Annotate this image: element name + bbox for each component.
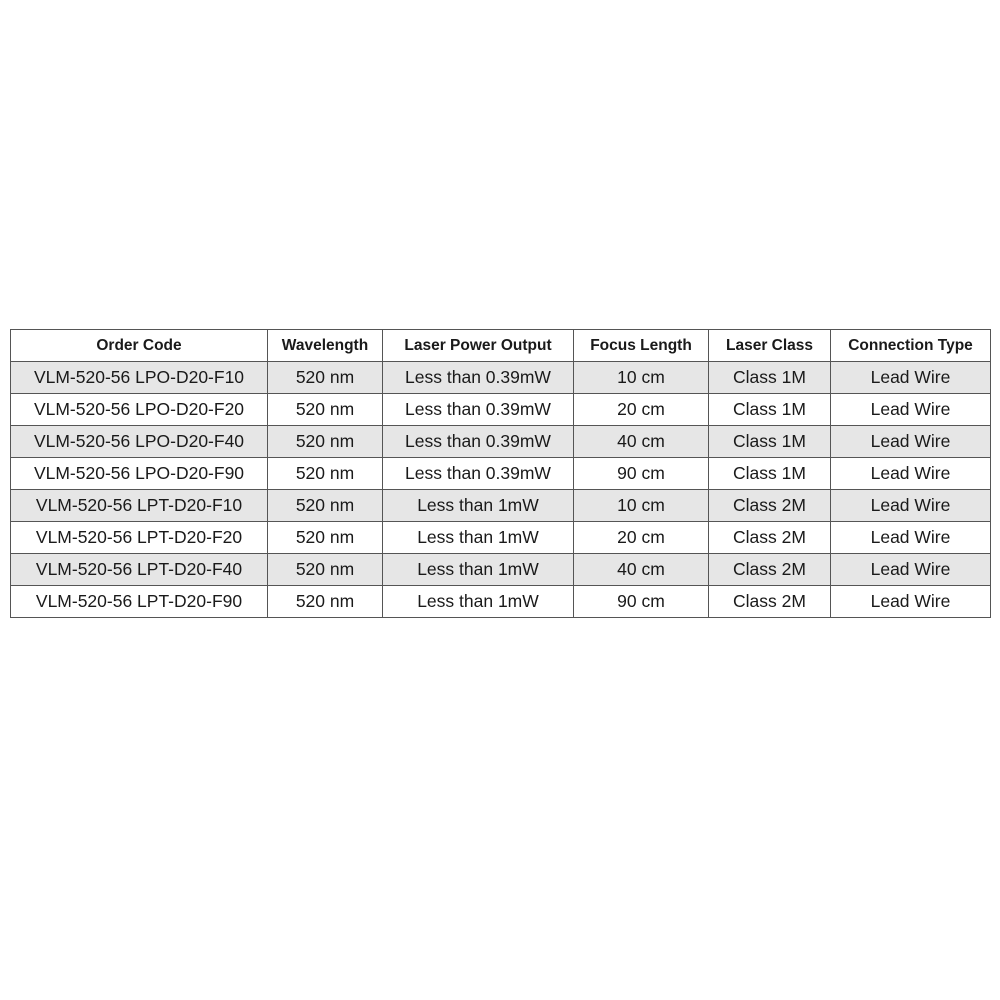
table-body bbox=[11, 362, 991, 618]
cell-laser-power-output: Less than 0.39mW bbox=[383, 426, 574, 458]
cell-focus-length: 40 cm bbox=[574, 554, 709, 586]
cell-connection-type: Lead Wire bbox=[831, 458, 991, 490]
header-order-code: Order Code bbox=[11, 330, 268, 362]
cell-order-code: VLM-520-56 LPT-D20-F90 bbox=[11, 586, 268, 618]
table-row bbox=[11, 490, 991, 522]
cell-wavelength: 520 nm bbox=[268, 554, 383, 586]
table-row bbox=[11, 586, 991, 618]
cell-connection-type: Lead Wire bbox=[831, 522, 991, 554]
cell-laser-class: Class 2M bbox=[709, 522, 831, 554]
table-row bbox=[11, 554, 991, 586]
table-row bbox=[11, 426, 991, 458]
header-connection-type: Connection Type bbox=[831, 330, 991, 362]
cell-laser-class: Class 1M bbox=[709, 394, 831, 426]
header-wavelength: Wavelength bbox=[268, 330, 383, 362]
cell-focus-length: 90 cm bbox=[574, 586, 709, 618]
cell-connection-type: Lead Wire bbox=[831, 362, 991, 394]
cell-wavelength: 520 nm bbox=[268, 458, 383, 490]
cell-order-code: VLM-520-56 LPO-D20-F20 bbox=[11, 394, 268, 426]
cell-laser-class: Class 1M bbox=[709, 362, 831, 394]
cell-laser-class: Class 1M bbox=[709, 458, 831, 490]
cell-focus-length: 20 cm bbox=[574, 394, 709, 426]
cell-laser-power-output: Less than 1mW bbox=[383, 490, 574, 522]
cell-focus-length: 10 cm bbox=[574, 490, 709, 522]
cell-connection-type: Lead Wire bbox=[831, 586, 991, 618]
header-focus-length: Focus Length bbox=[574, 330, 709, 362]
cell-focus-length: 90 cm bbox=[574, 458, 709, 490]
cell-laser-power-output: Less than 0.39mW bbox=[383, 362, 574, 394]
cell-order-code: VLM-520-56 LPO-D20-F90 bbox=[11, 458, 268, 490]
cell-laser-class: Class 1M bbox=[709, 426, 831, 458]
table-header bbox=[11, 330, 991, 362]
cell-order-code: VLM-520-56 LPO-D20-F10 bbox=[11, 362, 268, 394]
cell-laser-class: Class 2M bbox=[709, 490, 831, 522]
cell-wavelength: 520 nm bbox=[268, 586, 383, 618]
header-laser-power-output: Laser Power Output bbox=[383, 330, 574, 362]
cell-wavelength: 520 nm bbox=[268, 362, 383, 394]
table-row bbox=[11, 458, 991, 490]
cell-laser-power-output: Less than 1mW bbox=[383, 554, 574, 586]
cell-focus-length: 40 cm bbox=[574, 426, 709, 458]
table-row bbox=[11, 394, 991, 426]
header-laser-class: Laser Class bbox=[709, 330, 831, 362]
cell-focus-length: 10 cm bbox=[574, 362, 709, 394]
cell-laser-power-output: Less than 0.39mW bbox=[383, 394, 574, 426]
cell-wavelength: 520 nm bbox=[268, 426, 383, 458]
laser-spec-table bbox=[10, 329, 991, 618]
cell-wavelength: 520 nm bbox=[268, 522, 383, 554]
cell-order-code: VLM-520-56 LPT-D20-F40 bbox=[11, 554, 268, 586]
cell-laser-power-output: Less than 1mW bbox=[383, 586, 574, 618]
table-row bbox=[11, 362, 991, 394]
cell-order-code: VLM-520-56 LPT-D20-F20 bbox=[11, 522, 268, 554]
cell-connection-type: Lead Wire bbox=[831, 554, 991, 586]
cell-order-code: VLM-520-56 LPT-D20-F10 bbox=[11, 490, 268, 522]
cell-connection-type: Lead Wire bbox=[831, 490, 991, 522]
cell-connection-type: Lead Wire bbox=[831, 394, 991, 426]
cell-laser-class: Class 2M bbox=[709, 586, 831, 618]
cell-laser-power-output: Less than 0.39mW bbox=[383, 458, 574, 490]
cell-focus-length: 20 cm bbox=[574, 522, 709, 554]
cell-laser-class: Class 2M bbox=[709, 554, 831, 586]
cell-laser-power-output: Less than 1mW bbox=[383, 522, 574, 554]
cell-wavelength: 520 nm bbox=[268, 490, 383, 522]
cell-connection-type: Lead Wire bbox=[831, 426, 991, 458]
table-row bbox=[11, 522, 991, 554]
cell-order-code: VLM-520-56 LPO-D20-F40 bbox=[11, 426, 268, 458]
header-row bbox=[11, 330, 991, 362]
cell-wavelength: 520 nm bbox=[268, 394, 383, 426]
